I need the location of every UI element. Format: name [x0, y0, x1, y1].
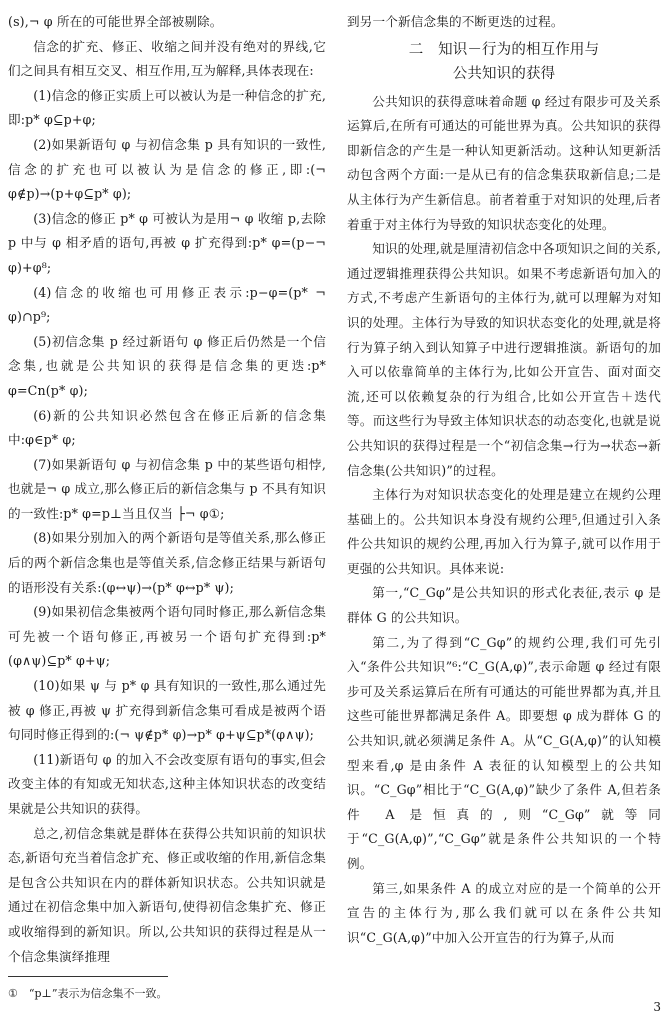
- paragraph: (11)新语句 φ 的加入不会改变原有语句的事实,但会改变主体的有知或无知状态,这种主体知识状态的改变结果就是公共知识的获得。: [8, 751, 326, 816]
- paragraph: (7)如果新语句 φ 与初信念集 p 中的某些语句相悖,也就是¬ φ 成立,那么修正后的新信念集与 p 不具有知识的一致性:p* φ=p⊥当且仅当 ├¬ φ①;: [8, 456, 326, 521]
- paragraph: (5)初信念集 p 经过新语句 φ 修正后仍然是一个信念集,也就是公共知识的获得是信念集的更迭:p* φ=Cn(p* φ);: [8, 333, 326, 398]
- section-heading: [347, 38, 661, 86]
- right-column: [347, 10, 661, 950]
- paragraph: 知识的处理,就是厘清初信念中各项知识之间的关系,通过逻辑推理获得公共知识。如果不考虑新语句加入的方式,不考虑产生新语句的主体行为,就可以理解为对知识的处理。主体行为导致的知识状态变化的处理,就是将行为算子纳入到认知算子中进行逻辑推演。新语句的加入可以依靠简单的主体行为,比如公开宣告、面对面交流,还可以依赖复杂的行为组合,比如公开宣告＋迭代等。而这些行为导致主体知识状态的动态变化,也就是说公共知识的获得过程是一个“初信念集→行为→状态→新信念集(公共知识)”的过程。: [347, 241, 661, 478]
- paragraph: 到另一个新信念集的不断更迭的过程。: [347, 14, 564, 29]
- paragraph: (3)信念的修正 p* φ 可被认为是用¬ φ 收缩 p,去除 p 中与 φ 相矛盾的语句,再被 φ 扩充得到:p* φ=(p−¬ φ)+φ⁸;: [8, 210, 326, 275]
- section-heading-line: 公共知识的获得: [452, 65, 556, 82]
- paragraph: (4)信念的收缩也可用修正表示:p−φ=(p* ¬ φ)∩p⁹;: [8, 284, 326, 325]
- paragraph: (s),¬ φ 所在的可能世界全部被剔除。: [8, 14, 223, 29]
- paragraph: 第二,为了得到“C_Gφ”的规约公理,我们可先引入“条件公共知识”⁶:“C_G(A,φ)”,表示命题 φ 经过有限步可及关系运算后在所有可通达的可能世界都为真,并且这些可能世界都满足条件 A。即要想 φ 成为群体 G 的公共知识,就必须满足条件 A。从“C_G(A,φ)”的认知模型来看,φ 是由条件 A 表征的认知模型上的公共知识。“C_Gφ”相比于“C_G(A,φ)”缺少了条件 A,但若条件 A 是恒真的,则“C_Gφ”就等同于“C_G(A,φ)”,“C_Gφ”就是条件公共知识的一个特例。: [347, 634, 661, 871]
- paragraph: (2)如果新语句 φ 与初信念集 p 具有知识的一致性,信念的扩充也可以被认为是信念的修正,即:(¬ φ∉p)→(p+φ⊆p* φ);: [8, 136, 326, 202]
- paragraph: (9)如果初信念集被两个语句同时修正,那么新信念集可先被一个语句修正,再被另一个语句扩充得到:p*(φ∧ψ)⊆p* φ+ψ;: [8, 604, 326, 669]
- paragraph: (8)如果分别加入的两个新语句是等值关系,那么修正后的两个新信念集也是等值关系,信念修正结果与新语句的语形没有关系:(φ↔ψ)→(p* φ↔p* ψ);: [8, 530, 326, 595]
- paragraph: 主体行为对知识状态变化的处理是建立在规约公理基础上的。公共知识本身没有规约公理⁵,但通过引入条件公共知识的规约公理,再加入行为算子,就可以作用于更强的公共知识。具体来说:: [347, 487, 661, 576]
- paragraph: 总之,初信念集就是群体在获得公共知识前的知识状态,新语句充当着信念扩充、修正或收缩的作用,新信念集是包含公共知识在内的群体新知识状态。公共知识就是通过在初信念集中加入新语句,使得初信念集扩充、修正或收缩得到的新知识。所以,公共知识的获得过程是从一个信念集演绎推理: [8, 825, 326, 964]
- paragraph: (1)信念的修正实质上可以被认为是一种信念的扩充,即:p* φ⊆p+φ;: [8, 87, 326, 128]
- paragraph: 第三,如果条件 A 的成立对应的是一个简单的公开宣告的主体行为,那么我们就可以在条件公共知识“C_G(A,φ)”中加入公开宣告的行为算子,从而: [347, 880, 661, 945]
- footnote: ① “p⊥”表示为信念集不一致。: [8, 987, 168, 1000]
- paragraph: (10)如果 ψ 与 p* φ 具有知识的一致性,那么通过先被 φ 修正,再被 ψ 扩充得到新信念集可看成是被两个语句同时修正得到的:(¬ ψ∉p* φ)→p* φ+ψ⊆p*(φ∧ψ);: [8, 678, 326, 743]
- paragraph: (6)新的公共知识必然包含在修正后新的信念集中:φ∈p* φ;: [8, 407, 326, 448]
- left-column: [8, 10, 326, 969]
- page-number: 3: [653, 1000, 661, 1014]
- section-heading-line: 二 知识－行为的相互作用与: [408, 41, 600, 58]
- paragraph: 第一,“C_Gφ”是公共知识的形式化表征,表示 φ 是群体 G 的公共知识。: [347, 585, 661, 626]
- paragraph: 信念的扩充、修正、收缩之间并没有绝对的界线,它们之间具有相互交叉、相互作用,互为解释,具体表现在:: [8, 38, 326, 79]
- paragraph: 公共知识的获得意味着命题 φ 经过有限步可及关系运算后,在所有可通达的可能世界为真。公共知识的获得即新信念的产生是一种认知更新活动。这种认知更新活动包含两个方面:一是从已有的信念集获取新信息;二是从主体行为产生新信息。前者着重于对知识的处理,后者着重于对主体行为导致的知识状态变化的处理。: [347, 93, 661, 232]
- footnote-divider: [8, 976, 168, 977]
